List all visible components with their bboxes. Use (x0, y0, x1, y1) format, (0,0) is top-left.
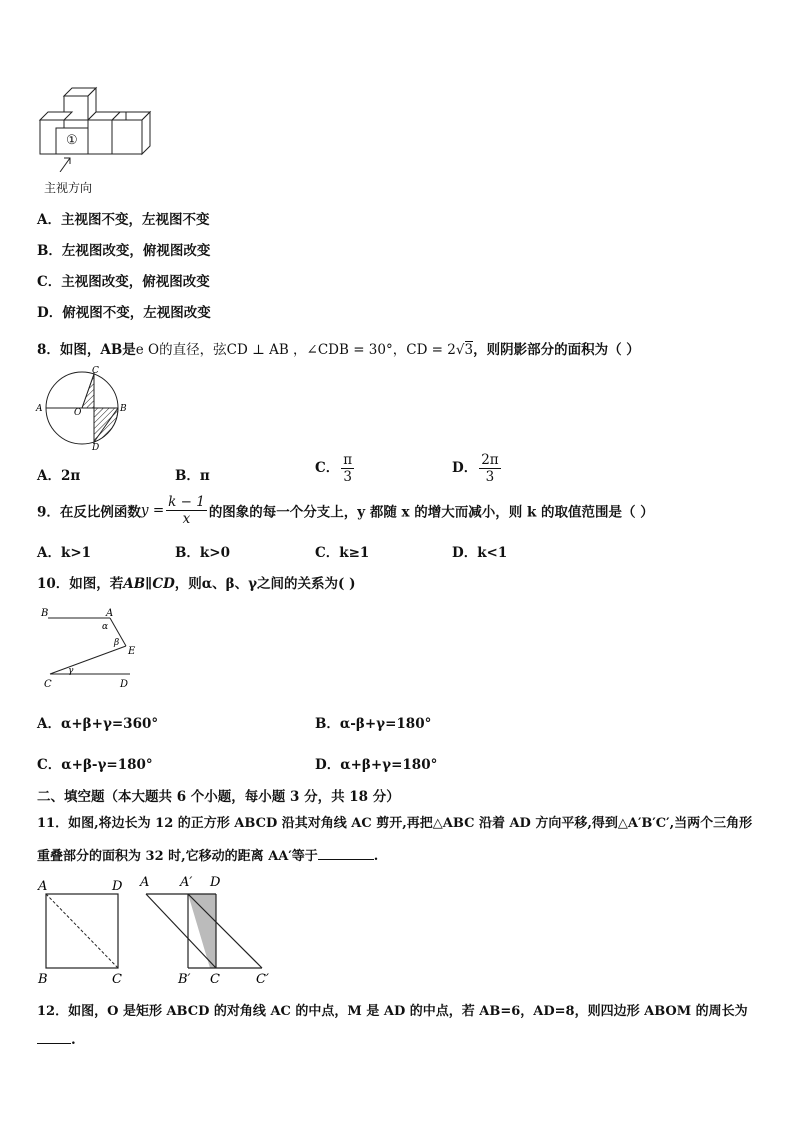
point-a: A (38, 879, 48, 894)
q9-option-b: B．k>0 (175, 545, 230, 561)
point-d: D (92, 443, 100, 452)
circle-symbol: e O (135, 342, 160, 358)
point-a: A (36, 404, 43, 414)
q11-line1: 11．如图,将边长为 12 的正方形 ABCD 沿其对角线 AC 剪开,再把△ABC 沿着 AD 方向平移,得到△A′B′C′,当两个三角形 (37, 816, 753, 831)
answer-blank (318, 859, 374, 860)
q10-stem: 10．如图，若AB∥CD，则α、β、γ之间的关系为( ) (37, 576, 356, 592)
answer-blank (37, 1043, 71, 1044)
q7-option-c: C．主视图改变，俯视图改变 (37, 274, 210, 290)
q8-option-d: D． $\frac{2\pi}{3}$ (452, 452, 499, 485)
q11-translate-figure (138, 870, 278, 988)
q9-stem: 9．在反比例函数y = $\frac{k - 1}{x}$ 的图象的每一个分支上，y 都随 x 的增大而减小，则 k 的取值范围是（ ） (37, 494, 654, 527)
q8-stem: 8．如图，AB是e O的直径，弦CD ⊥ AB ，∠CDB = 30°，CD = 2√3，则阴影部分的面积为（ ） (37, 342, 640, 358)
point-c: C (44, 679, 52, 690)
point-a: A (106, 608, 114, 619)
point-c: C (112, 972, 122, 986)
section-heading: 二、填空题（本大题共 6 个小题，每小题 3 分，共 18 分） (37, 789, 400, 805)
point-c: C (92, 366, 99, 376)
sqrt-symbol: √3 (455, 342, 474, 358)
q10-option-c: C．α+β-γ=180° (37, 757, 153, 773)
q7-option-d: D．俯视图不变，左视图改变 (37, 305, 211, 321)
view-direction-arrow (60, 158, 70, 172)
q10-parallel-figure (38, 604, 140, 690)
angle-alpha: α (102, 622, 109, 632)
q11-line2: 重叠部分的面积为 32 时,它移动的距离 AA′等于 . (37, 849, 379, 864)
point-c: C (210, 972, 220, 987)
view-direction-caption: 主视方向 (44, 181, 93, 195)
angle-gamma: γ (68, 666, 74, 676)
q8-option-c: C． $\frac{\pi}{3}$ (315, 452, 353, 485)
point-d: D (112, 879, 123, 894)
point-b: B (38, 972, 48, 986)
point-e: E (128, 646, 136, 657)
q11-square-figure (34, 874, 134, 986)
point-b-prime: B′ (178, 972, 191, 987)
q8-option-b: B．π (175, 468, 210, 484)
q8-circle-figure (34, 364, 130, 452)
q7-option-a: A．主视图不变，左视图不变 (37, 212, 210, 228)
q12-line1: 12．如图，O 是矩形 ABCD 的对角线 AC 的中点，M 是 AD 的中点，若 AB=6，AD=8，则四边形 ABOM 的周长为 (37, 1004, 748, 1019)
point-a: A (140, 875, 150, 890)
q7-cube-figure (34, 84, 158, 172)
point-d: D (120, 679, 129, 690)
angle-beta: β (114, 638, 120, 648)
q10-option-d: D．α+β+γ=180° (315, 757, 438, 773)
q9-option-a: A．k>1 (37, 545, 92, 561)
q12-line2: . (37, 1032, 76, 1048)
q10-option-a: A．α+β+γ=360° (37, 716, 159, 732)
point-b: B (41, 608, 49, 619)
q8-option-a: A．2π (37, 468, 81, 484)
q10-option-b: B．α-β+γ=180° (315, 716, 432, 732)
point-c-prime: C′ (256, 972, 269, 987)
cube-label: ① (66, 133, 78, 148)
point-d: D (210, 875, 221, 890)
point-a-prime: A′ (180, 875, 193, 890)
q7-option-b: B．左视图改变，俯视图改变 (37, 243, 211, 259)
q9-option-d: D．k<1 (452, 545, 508, 561)
point-b: B (120, 404, 127, 414)
point-o: O (74, 408, 82, 418)
q9-option-c: C．k≥1 (315, 545, 370, 561)
